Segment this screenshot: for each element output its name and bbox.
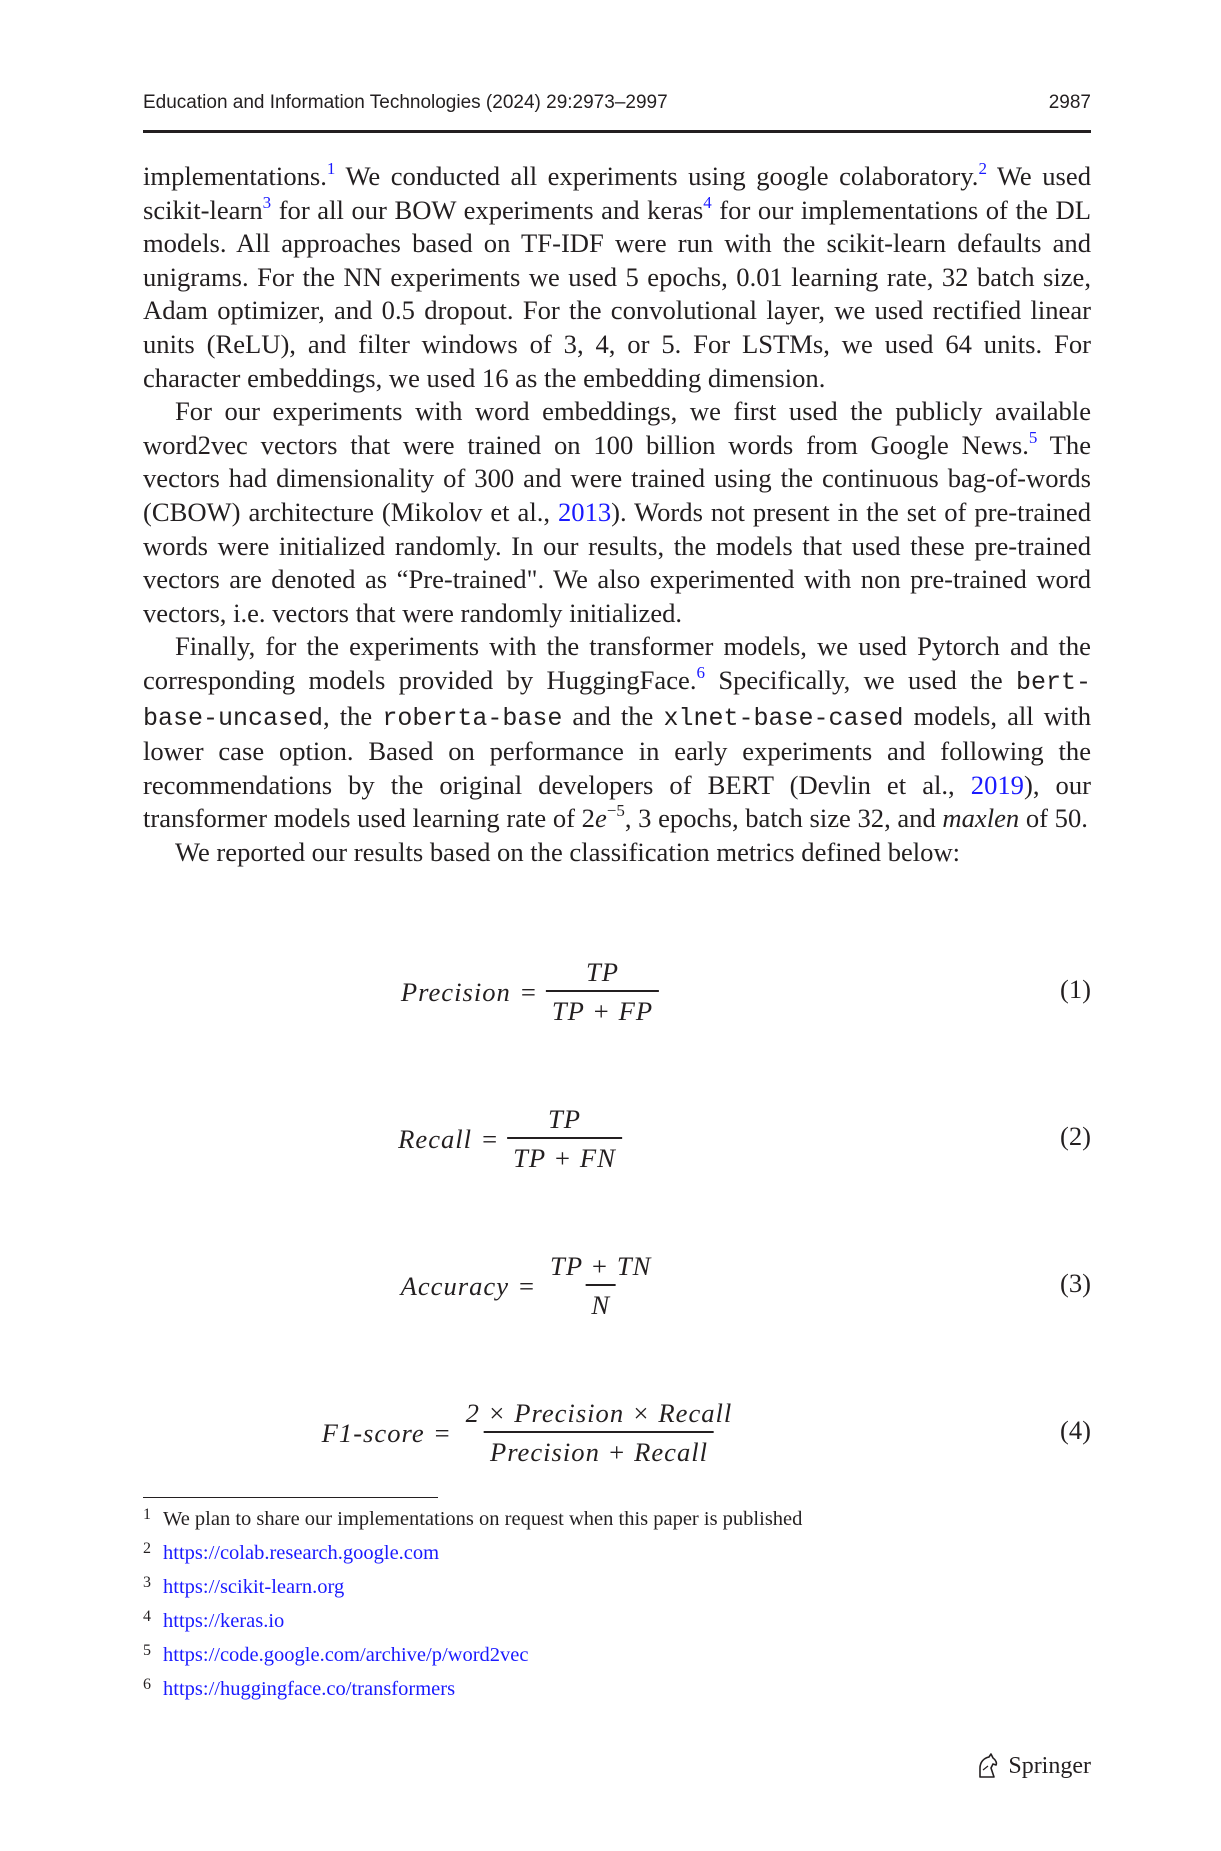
equation-accuracy — [143, 1246, 1091, 1326]
equation-number: (4) — [1059, 1415, 1091, 1445]
text-run: ). Words not present in the set of pre-trained words were initialized randomly. In our results, the models that used these pre-trained vectors are denoted as “Pre-trained". We also experimented with non pre-trained word vectors, i.e. vectors that were randomly initialized. — [143, 496, 1092, 628]
formula — [401, 1246, 658, 1326]
numerator: TP — [585, 957, 619, 987]
paragraph-transformers — [143, 630, 1091, 836]
publisher-name: Springer — [1008, 1752, 1091, 1779]
text-run: Specifically, we used the — [704, 664, 1016, 695]
equals-sign: = — [520, 976, 536, 1007]
formula — [322, 1393, 739, 1473]
code-model-roberta: roberta-base — [382, 703, 563, 733]
text-run: Finally, for the experiments with the transformer models, we used Pytorch and the corresponding models provided by HuggingFace. — [143, 631, 1091, 695]
equation-precision — [143, 952, 1091, 1032]
text-run: of 50. — [1019, 803, 1088, 834]
footnote-6 — [143, 1678, 1091, 1712]
equals-sign: = — [434, 1417, 450, 1448]
fraction — [544, 1251, 657, 1321]
equation-lhs: F1-score — [321, 1417, 425, 1448]
footnote-text: We plan to share our implementations on request when this paper is published — [163, 1508, 803, 1530]
footnote-number: 1 — [143, 1506, 151, 1523]
footnote-link-keras[interactable]: https://keras.io — [163, 1610, 285, 1632]
equation-number: (1) — [1059, 974, 1091, 1004]
fraction — [460, 1398, 739, 1468]
footnote-divider — [143, 1497, 438, 1498]
formula — [401, 952, 659, 1032]
denominator: N — [585, 1284, 616, 1321]
footnote-3 — [143, 1576, 1091, 1610]
math-e: e — [594, 803, 607, 834]
footnote-link-huggingface[interactable]: https://huggingface.co/transformers — [163, 1678, 456, 1700]
code-model-bert: bert-base-uncased — [143, 667, 1092, 733]
footnote-2 — [143, 1542, 1091, 1576]
citation-link-devlin[interactable]: 2019 — [970, 769, 1024, 800]
paragraph-metrics-intro: We reported our results based on the classification metrics defined below: — [175, 836, 961, 867]
footnote-5 — [143, 1644, 1091, 1678]
footnote-number: 5 — [143, 1642, 151, 1659]
text-run: We conducted all experiments using google colaboratory. — [335, 161, 979, 191]
footnotes — [143, 1508, 1091, 1712]
equation-lhs: Precision — [400, 976, 511, 1007]
footnote-number: 4 — [143, 1608, 151, 1625]
footnote-ref-6[interactable]: 6 — [696, 662, 705, 682]
equation-number: (3) — [1059, 1268, 1091, 1298]
text-run: ), our transformer models used learning rate of 2 — [143, 769, 1092, 834]
text-run: The vectors had dimensionality of 300 and were trained using the continuous bag-of-words (CBOW) architecture (Mikolov et al., — [143, 429, 1091, 527]
paragraph-embeddings — [143, 395, 1091, 630]
footnote-ref-3[interactable]: 3 — [262, 192, 272, 212]
numerator: TP — [547, 1104, 581, 1134]
numerator: 2 × Precision × Recall — [465, 1398, 733, 1428]
equals-sign: = — [519, 1270, 535, 1301]
formula — [398, 1099, 622, 1179]
footnote-1 — [143, 1508, 1091, 1542]
journal-citation: Education and Information Technologies (2024) 29:2973–2997 — [143, 92, 668, 113]
text-run: , the — [323, 700, 383, 731]
text-run: for all our BOW experiments and keras — [271, 194, 704, 225]
term-maxlen: maxlen — [942, 803, 1020, 834]
text-run: , 3 epochs, batch size 32, and — [624, 803, 943, 834]
text-run: for our implementations of the DL models. All approaches based on TF-IDF were run with the scikit-learn defaults and unigrams. For the NN experiments we used 5 epochs, 0.01 learning rate, 32 batch size, Adam optimizer, and 0.5 dropout. For the convolutional layer, we used rectified linear units (ReLU), and filter windows of 3, 4, or 5. For LSTMs, we used 64 units. For character embeddings, we used 16 as the embedding dimension. — [143, 194, 1091, 393]
springer-horse-icon — [974, 1752, 1002, 1780]
page-number: 2987 — [1048, 92, 1091, 113]
numerator: TP + TN — [550, 1251, 652, 1281]
code-model-xlnet: xlnet-base-cased — [663, 703, 904, 733]
text-run: models, all with lower case option. Based on performance in early experiments and following the recommendations by the original developers of BERT (Devlin et al., — [143, 700, 1092, 800]
running-header — [143, 88, 1091, 133]
footnote-ref-2[interactable]: 2 — [978, 159, 987, 178]
footnote-link-scikit-learn[interactable]: https://scikit-learn.org — [163, 1576, 345, 1598]
equation-number: (2) — [1059, 1121, 1091, 1151]
equation-f1-score — [143, 1393, 1091, 1473]
denominator: TP + FN — [507, 1137, 622, 1174]
denominator: TP + FP — [546, 990, 659, 1027]
footnote-ref-1[interactable]: 1 — [326, 159, 336, 178]
text-run: implementations. — [143, 161, 327, 191]
footnote-4 — [143, 1610, 1091, 1644]
footnote-number: 6 — [143, 1676, 151, 1693]
body-text — [143, 160, 1091, 869]
text-run: For our experiments with word embeddings, we first used the publicly available word2vec vectors that were trained on 100 billion words from Google News. — [143, 396, 1091, 460]
equation-lhs: Accuracy — [400, 1270, 510, 1301]
footnote-link-word2vec[interactable]: https://code.google.com/archive/p/word2vec — [163, 1644, 529, 1666]
equation-lhs: Recall — [398, 1123, 473, 1154]
text-run: and the — [562, 700, 664, 731]
citation-link-mikolov[interactable]: 2013 — [557, 496, 612, 527]
footnote-ref-4[interactable]: 4 — [703, 192, 712, 212]
fraction — [546, 957, 659, 1027]
denominator: Precision + Recall — [484, 1431, 714, 1468]
equation-recall — [143, 1099, 1091, 1179]
math-exponent: −5 — [606, 801, 625, 821]
equals-sign: = — [482, 1123, 498, 1154]
paragraph-implementation — [143, 160, 1091, 395]
footnote-link-colab[interactable]: https://colab.research.google.com — [163, 1542, 440, 1564]
footnote-ref-5[interactable]: 5 — [1028, 427, 1038, 447]
fraction — [507, 1104, 622, 1174]
footnote-number: 3 — [143, 1574, 151, 1591]
text-run: We used scikit-learn — [143, 161, 1091, 225]
publisher-logo — [974, 1752, 1091, 1780]
footnote-number: 2 — [143, 1540, 151, 1557]
